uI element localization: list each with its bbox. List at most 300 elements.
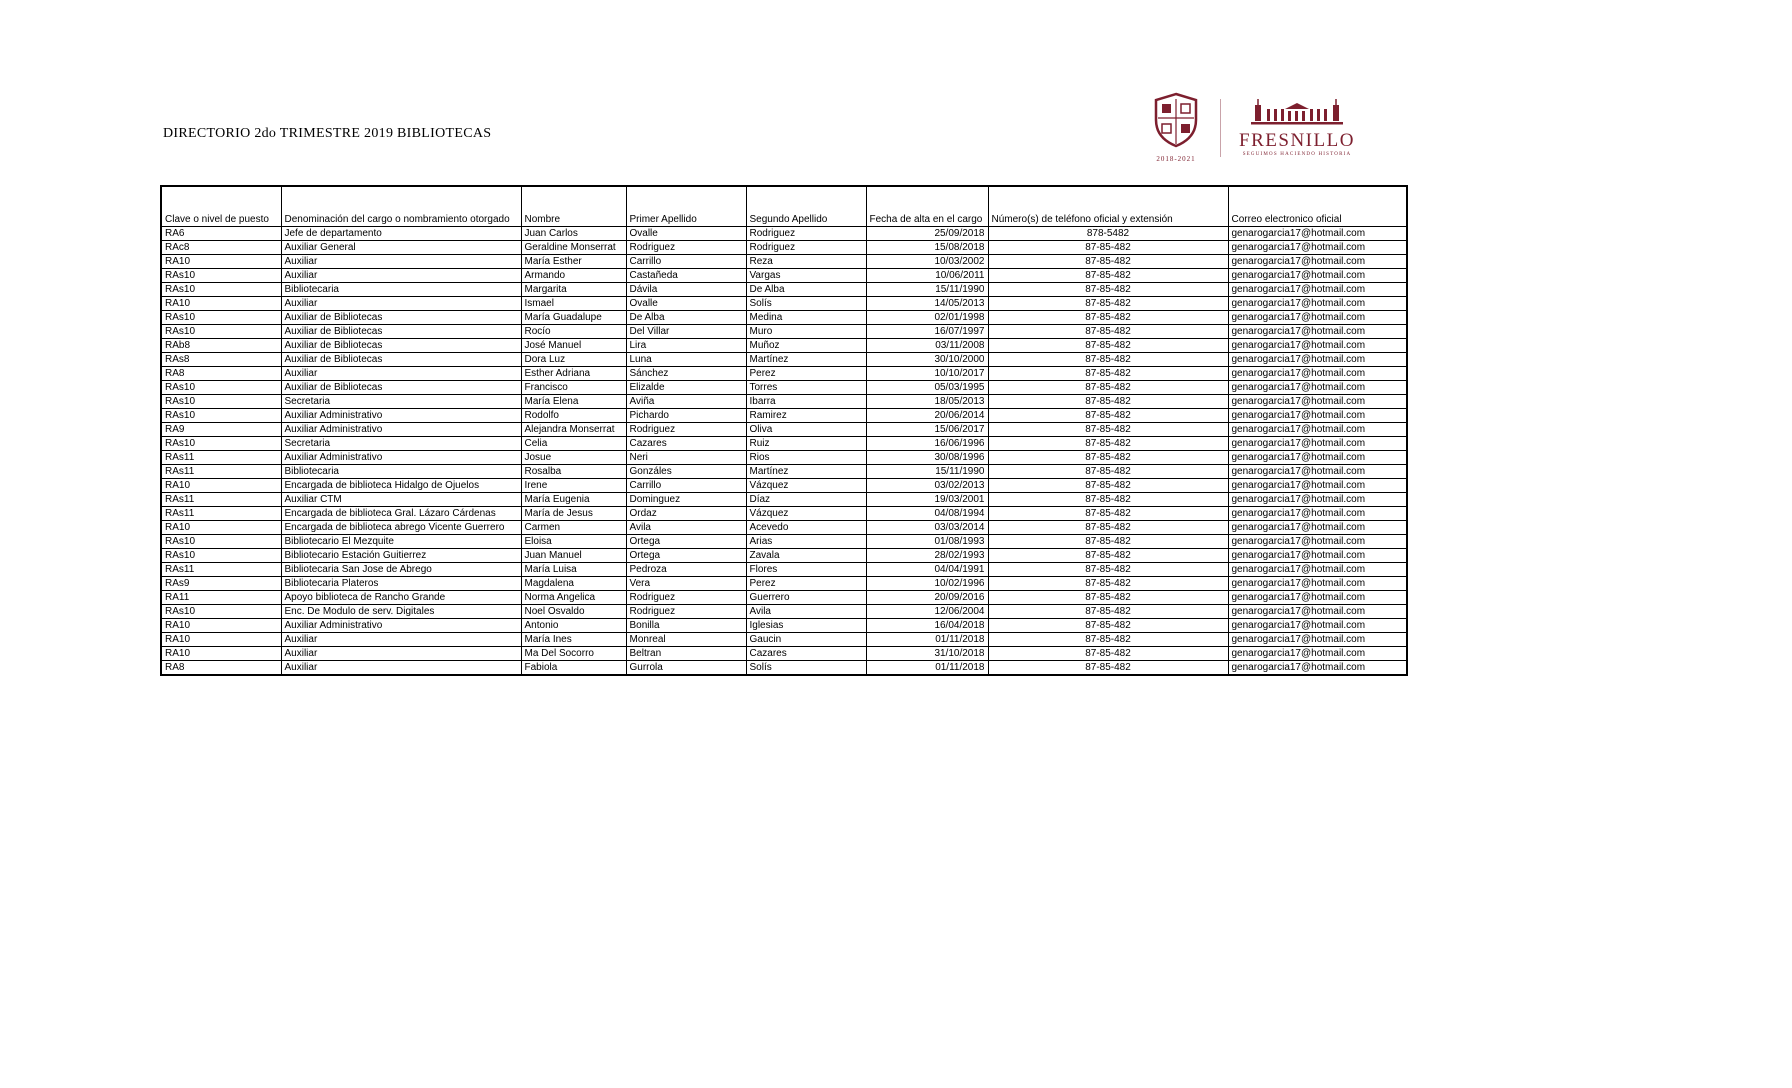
cell-fecha_alta: 03/02/2013: [866, 478, 988, 492]
cell-telefono: 87-85-482: [988, 534, 1228, 548]
header-primer-apellido: Primer Apellido: [626, 186, 746, 226]
cell-clave: RAs10: [161, 534, 281, 548]
cell-correo: genarogarcia17@hotmail.com: [1228, 240, 1407, 254]
cell-clave: RA9: [161, 422, 281, 436]
cell-segundo_apellido: Ruiz: [746, 436, 866, 450]
cell-correo: genarogarcia17@hotmail.com: [1228, 534, 1407, 548]
cell-fecha_alta: 14/05/2013: [866, 296, 988, 310]
cell-segundo_apellido: Gaucin: [746, 632, 866, 646]
cell-clave: RAb8: [161, 338, 281, 352]
cell-telefono: 87-85-482: [988, 296, 1228, 310]
cell-clave: RA11: [161, 590, 281, 604]
cell-fecha_alta: 19/03/2001: [866, 492, 988, 506]
cell-nombre: Dora Luz: [521, 352, 626, 366]
header-nombre: Nombre: [521, 186, 626, 226]
cell-correo: genarogarcia17@hotmail.com: [1228, 618, 1407, 632]
table-row: [161, 478, 1407, 492]
cell-primer_apellido: Pedroza: [626, 562, 746, 576]
table-row: [161, 296, 1407, 310]
header-segundo-apellido: Segundo Apellido: [746, 186, 866, 226]
header-clave: Clave o nivel de puesto: [161, 186, 281, 226]
cell-segundo_apellido: Medina: [746, 310, 866, 324]
brand-name: FRESNILLO: [1239, 129, 1355, 151]
cell-nombre: Geraldine Monserrat: [521, 240, 626, 254]
cell-fecha_alta: 12/06/2004: [866, 604, 988, 618]
cell-primer_apellido: Del Villar: [626, 324, 746, 338]
cell-telefono: 87-85-482: [988, 520, 1228, 534]
header-fecha-alta: Fecha de alta en el cargo: [866, 186, 988, 226]
cell-primer_apellido: Rodriguez: [626, 590, 746, 604]
table-row: [161, 380, 1407, 394]
cell-clave: RA10: [161, 618, 281, 632]
cell-segundo_apellido: Vargas: [746, 268, 866, 282]
cell-segundo_apellido: Cazares: [746, 646, 866, 660]
cell-fecha_alta: 16/07/1997: [866, 324, 988, 338]
cell-primer_apellido: Carrillo: [626, 254, 746, 268]
table-row: [161, 632, 1407, 646]
table-row: [161, 254, 1407, 268]
cell-clave: RAs11: [161, 562, 281, 576]
cell-telefono: 87-85-482: [988, 604, 1228, 618]
cell-correo: genarogarcia17@hotmail.com: [1228, 478, 1407, 492]
cell-correo: genarogarcia17@hotmail.com: [1228, 366, 1407, 380]
cell-telefono: 87-85-482: [988, 380, 1228, 394]
table-row: [161, 366, 1407, 380]
table-row: [161, 338, 1407, 352]
cell-telefono: 87-85-482: [988, 394, 1228, 408]
cell-fecha_alta: 25/09/2018: [866, 226, 988, 240]
table-row: [161, 422, 1407, 436]
directory-table-header: [161, 186, 1407, 226]
cell-correo: genarogarcia17@hotmail.com: [1228, 548, 1407, 562]
cell-fecha_alta: 15/08/2018: [866, 240, 988, 254]
cell-segundo_apellido: Vázquez: [746, 478, 866, 492]
cell-cargo: Auxiliar: [281, 366, 521, 380]
cell-cargo: Auxiliar de Bibliotecas: [281, 324, 521, 338]
cell-cargo: Bibliotecaria: [281, 282, 521, 296]
cell-segundo_apellido: Rodriguez: [746, 226, 866, 240]
cell-nombre: Alejandra Monserrat: [521, 422, 626, 436]
table-row: [161, 646, 1407, 660]
cell-cargo: Auxiliar CTM: [281, 492, 521, 506]
table-row: [161, 240, 1407, 254]
cell-segundo_apellido: Solís: [746, 296, 866, 310]
cell-correo: genarogarcia17@hotmail.com: [1228, 422, 1407, 436]
table-row: [161, 660, 1407, 675]
cell-cargo: Bibliotecario El Mezquite: [281, 534, 521, 548]
cell-clave: RA10: [161, 254, 281, 268]
cell-correo: genarogarcia17@hotmail.com: [1228, 506, 1407, 520]
cell-clave: RAs10: [161, 604, 281, 618]
table-row: [161, 464, 1407, 478]
cell-primer_apellido: Gurrola: [626, 660, 746, 675]
cell-clave: RAs9: [161, 576, 281, 590]
cell-fecha_alta: 16/06/1996: [866, 436, 988, 450]
cell-segundo_apellido: Díaz: [746, 492, 866, 506]
cell-fecha_alta: 15/11/1990: [866, 282, 988, 296]
cell-clave: RA8: [161, 660, 281, 675]
cell-primer_apellido: Rodriguez: [626, 422, 746, 436]
cell-telefono: 87-85-482: [988, 240, 1228, 254]
cell-cargo: Auxiliar de Bibliotecas: [281, 352, 521, 366]
cell-cargo: Enc. De Modulo de serv. Digitales: [281, 604, 521, 618]
cell-telefono: 87-85-482: [988, 660, 1228, 675]
cell-nombre: Ismael: [521, 296, 626, 310]
cell-nombre: Eloisa: [521, 534, 626, 548]
cell-correo: genarogarcia17@hotmail.com: [1228, 380, 1407, 394]
cell-telefono: 87-85-482: [988, 338, 1228, 352]
cell-telefono: 87-85-482: [988, 618, 1228, 632]
cell-segundo_apellido: Guerrero: [746, 590, 866, 604]
cell-nombre: Esther Adriana: [521, 366, 626, 380]
cell-nombre: Ma Del Socorro: [521, 646, 626, 660]
cell-primer_apellido: Aviña: [626, 394, 746, 408]
cell-primer_apellido: Monreal: [626, 632, 746, 646]
cell-fecha_alta: 20/09/2016: [866, 590, 988, 604]
cell-primer_apellido: Rodriguez: [626, 604, 746, 618]
cell-cargo: Apoyo biblioteca de Rancho Grande: [281, 590, 521, 604]
cell-telefono: 87-85-482: [988, 478, 1228, 492]
cell-segundo_apellido: Solís: [746, 660, 866, 675]
cell-telefono: 87-85-482: [988, 436, 1228, 450]
cell-clave: RAs10: [161, 380, 281, 394]
cell-clave: RAs11: [161, 492, 281, 506]
cell-nombre: José Manuel: [521, 338, 626, 352]
cell-correo: genarogarcia17@hotmail.com: [1228, 310, 1407, 324]
cell-clave: RA10: [161, 478, 281, 492]
cell-segundo_apellido: Ibarra: [746, 394, 866, 408]
cell-fecha_alta: 10/10/2017: [866, 366, 988, 380]
cell-nombre: Irene: [521, 478, 626, 492]
table-row: [161, 492, 1407, 506]
cell-telefono: 87-85-482: [988, 562, 1228, 576]
cell-cargo: Auxiliar: [281, 632, 521, 646]
cell-cargo: Encargada de biblioteca abrego Vicente Guerrero: [281, 520, 521, 534]
cell-clave: RA10: [161, 632, 281, 646]
table-row: [161, 562, 1407, 576]
cell-fecha_alta: 28/02/1993: [866, 548, 988, 562]
cell-telefono: 87-85-482: [988, 464, 1228, 478]
cell-cargo: Auxiliar Administrativo: [281, 422, 521, 436]
cell-primer_apellido: Rodriguez: [626, 240, 746, 254]
cell-nombre: Margarita: [521, 282, 626, 296]
cell-clave: RAs10: [161, 282, 281, 296]
cell-segundo_apellido: Flores: [746, 562, 866, 576]
cell-nombre: Noel Osvaldo: [521, 604, 626, 618]
cell-primer_apellido: Sánchez: [626, 366, 746, 380]
table-row: [161, 408, 1407, 422]
cell-correo: genarogarcia17@hotmail.com: [1228, 450, 1407, 464]
cell-fecha_alta: 18/05/2013: [866, 394, 988, 408]
table-row: [161, 436, 1407, 450]
cell-telefono: 87-85-482: [988, 282, 1228, 296]
cell-correo: genarogarcia17@hotmail.com: [1228, 282, 1407, 296]
cell-clave: RA10: [161, 520, 281, 534]
cell-correo: genarogarcia17@hotmail.com: [1228, 338, 1407, 352]
cell-segundo_apellido: Avila: [746, 604, 866, 618]
cell-nombre: Armando: [521, 268, 626, 282]
cell-segundo_apellido: Iglesias: [746, 618, 866, 632]
cell-fecha_alta: 04/08/1994: [866, 506, 988, 520]
cell-primer_apellido: Gonzáles: [626, 464, 746, 478]
cell-clave: RAs11: [161, 464, 281, 478]
cell-cargo: Auxiliar: [281, 646, 521, 660]
table-row: [161, 226, 1407, 240]
cell-telefono: 87-85-482: [988, 492, 1228, 506]
header-telefono: Número(s) de teléfono oficial y extensión: [988, 186, 1228, 226]
cell-primer_apellido: Castañeda: [626, 268, 746, 282]
cell-primer_apellido: Carrillo: [626, 478, 746, 492]
cell-telefono: 87-85-482: [988, 506, 1228, 520]
crest-caption: 2018-2021: [1156, 155, 1196, 163]
cell-correo: genarogarcia17@hotmail.com: [1228, 492, 1407, 506]
table-row: [161, 576, 1407, 590]
cell-nombre: Antonio: [521, 618, 626, 632]
cell-correo: genarogarcia17@hotmail.com: [1228, 632, 1407, 646]
header-correo: Correo electronico oficial: [1228, 186, 1407, 226]
table-row: [161, 310, 1407, 324]
cell-clave: RAs11: [161, 506, 281, 520]
cell-segundo_apellido: Torres: [746, 380, 866, 394]
cell-nombre: Magdalena: [521, 576, 626, 590]
cell-nombre: María Esther: [521, 254, 626, 268]
cell-correo: genarogarcia17@hotmail.com: [1228, 576, 1407, 590]
page-title: DIRECTORIO 2do TRIMESTRE 2019 BIBLIOTECAS: [163, 126, 492, 141]
cell-nombre: Carmen: [521, 520, 626, 534]
cell-primer_apellido: Ortega: [626, 534, 746, 548]
cell-telefono: 87-85-482: [988, 268, 1228, 282]
cell-clave: RAs10: [161, 408, 281, 422]
table-row: [161, 534, 1407, 548]
cell-segundo_apellido: Reza: [746, 254, 866, 268]
cell-primer_apellido: De Alba: [626, 310, 746, 324]
building-icon: [1247, 99, 1347, 130]
cell-fecha_alta: 15/11/1990: [866, 464, 988, 478]
cell-nombre: Rodolfo: [521, 408, 626, 422]
municipal-crest-icon: [1152, 92, 1200, 153]
cell-telefono: 87-85-482: [988, 254, 1228, 268]
cell-telefono: 87-85-482: [988, 450, 1228, 464]
cell-correo: genarogarcia17@hotmail.com: [1228, 324, 1407, 338]
cell-fecha_alta: 03/11/2008: [866, 338, 988, 352]
cell-segundo_apellido: Perez: [746, 576, 866, 590]
cell-fecha_alta: 10/02/1996: [866, 576, 988, 590]
cell-primer_apellido: Cazares: [626, 436, 746, 450]
cell-primer_apellido: Avila: [626, 520, 746, 534]
cell-nombre: Josue: [521, 450, 626, 464]
cell-correo: genarogarcia17@hotmail.com: [1228, 604, 1407, 618]
cell-clave: RAs10: [161, 310, 281, 324]
header-row: [161, 186, 1407, 226]
directory-table: [160, 185, 1408, 676]
cell-cargo: Auxiliar Administrativo: [281, 408, 521, 422]
cell-cargo: Bibliotecaria San Jose de Abrego: [281, 562, 521, 576]
cell-primer_apellido: Ovalle: [626, 226, 746, 240]
cell-nombre: Norma Angelica: [521, 590, 626, 604]
cell-primer_apellido: Neri: [626, 450, 746, 464]
cell-correo: genarogarcia17@hotmail.com: [1228, 436, 1407, 450]
table-row: [161, 324, 1407, 338]
cell-fecha_alta: 05/03/1995: [866, 380, 988, 394]
cell-fecha_alta: 30/10/2000: [866, 352, 988, 366]
cell-correo: genarogarcia17@hotmail.com: [1228, 562, 1407, 576]
table-row: [161, 604, 1407, 618]
cell-cargo: Auxiliar de Bibliotecas: [281, 380, 521, 394]
cell-fecha_alta: 10/06/2011: [866, 268, 988, 282]
cell-fecha_alta: 20/06/2014: [866, 408, 988, 422]
cell-nombre: Celia: [521, 436, 626, 450]
cell-fecha_alta: 04/04/1991: [866, 562, 988, 576]
cell-segundo_apellido: Zavala: [746, 548, 866, 562]
table-row: [161, 520, 1407, 534]
cell-segundo_apellido: Muñoz: [746, 338, 866, 352]
cell-segundo_apellido: Perez: [746, 366, 866, 380]
cell-cargo: Auxiliar Administrativo: [281, 618, 521, 632]
cell-clave: RA6: [161, 226, 281, 240]
cell-segundo_apellido: Muro: [746, 324, 866, 338]
cell-cargo: Auxiliar: [281, 254, 521, 268]
cell-cargo: Auxiliar General: [281, 240, 521, 254]
cell-nombre: María Elena: [521, 394, 626, 408]
table-row: [161, 268, 1407, 282]
cell-cargo: Bibliotecario Estación Guitierrez: [281, 548, 521, 562]
cell-telefono: 87-85-482: [988, 590, 1228, 604]
table-row: [161, 506, 1407, 520]
cell-segundo_apellido: Acevedo: [746, 520, 866, 534]
municipal-crest: [1148, 92, 1204, 163]
cell-cargo: Auxiliar de Bibliotecas: [281, 338, 521, 352]
cell-telefono: 87-85-482: [988, 408, 1228, 422]
cell-telefono: 878-5482: [988, 226, 1228, 240]
cell-primer_apellido: Beltran: [626, 646, 746, 660]
cell-fecha_alta: 02/01/1998: [866, 310, 988, 324]
cell-segundo_apellido: De Alba: [746, 282, 866, 296]
cell-correo: genarogarcia17@hotmail.com: [1228, 590, 1407, 604]
cell-fecha_alta: 31/10/2018: [866, 646, 988, 660]
cell-clave: RAs10: [161, 548, 281, 562]
cell-segundo_apellido: Martínez: [746, 464, 866, 478]
cell-fecha_alta: 15/06/2017: [866, 422, 988, 436]
cell-telefono: 87-85-482: [988, 422, 1228, 436]
cell-fecha_alta: 01/08/1993: [866, 534, 988, 548]
cell-fecha_alta: 10/03/2002: [866, 254, 988, 268]
cell-clave: RAs10: [161, 394, 281, 408]
cell-primer_apellido: Lira: [626, 338, 746, 352]
table-row: [161, 450, 1407, 464]
cell-cargo: Bibliotecaria Plateros: [281, 576, 521, 590]
table-row: [161, 394, 1407, 408]
cell-telefono: 87-85-482: [988, 632, 1228, 646]
table-row: [161, 548, 1407, 562]
cell-primer_apellido: Dominguez: [626, 492, 746, 506]
cell-correo: genarogarcia17@hotmail.com: [1228, 520, 1407, 534]
cell-primer_apellido: Ortega: [626, 548, 746, 562]
table-row: [161, 282, 1407, 296]
cell-nombre: Rocío: [521, 324, 626, 338]
cell-nombre: Francisco: [521, 380, 626, 394]
cell-cargo: Auxiliar: [281, 296, 521, 310]
cell-telefono: 87-85-482: [988, 310, 1228, 324]
cell-nombre: Juan Carlos: [521, 226, 626, 240]
table-row: [161, 590, 1407, 604]
cell-segundo_apellido: Rodriguez: [746, 240, 866, 254]
cell-clave: RAs10: [161, 268, 281, 282]
cell-correo: genarogarcia17@hotmail.com: [1228, 296, 1407, 310]
cell-nombre: María Luisa: [521, 562, 626, 576]
cell-correo: genarogarcia17@hotmail.com: [1228, 268, 1407, 282]
cell-correo: genarogarcia17@hotmail.com: [1228, 394, 1407, 408]
cell-nombre: Juan Manuel: [521, 548, 626, 562]
cell-nombre: María Ines: [521, 632, 626, 646]
cell-fecha_alta: 30/08/1996: [866, 450, 988, 464]
cell-cargo: Auxiliar: [281, 660, 521, 675]
cell-fecha_alta: 01/11/2018: [866, 632, 988, 646]
cell-clave: RA10: [161, 296, 281, 310]
cell-clave: RAs8: [161, 352, 281, 366]
fresnillo-logo: [1237, 99, 1357, 157]
cell-clave: RAs10: [161, 324, 281, 338]
cell-correo: genarogarcia17@hotmail.com: [1228, 352, 1407, 366]
cell-clave: RA10: [161, 646, 281, 660]
cell-cargo: Secretaria: [281, 436, 521, 450]
cell-primer_apellido: Ordaz: [626, 506, 746, 520]
cell-segundo_apellido: Martínez: [746, 352, 866, 366]
cell-cargo: Auxiliar de Bibliotecas: [281, 310, 521, 324]
directory-table-body: [161, 226, 1407, 675]
cell-segundo_apellido: Vázquez: [746, 506, 866, 520]
table-row: [161, 352, 1407, 366]
cell-correo: genarogarcia17@hotmail.com: [1228, 408, 1407, 422]
cell-telefono: 87-85-482: [988, 352, 1228, 366]
cell-correo: genarogarcia17@hotmail.com: [1228, 660, 1407, 675]
cell-primer_apellido: Luna: [626, 352, 746, 366]
cell-clave: RA8: [161, 366, 281, 380]
cell-telefono: 87-85-482: [988, 324, 1228, 338]
cell-fecha_alta: 16/04/2018: [866, 618, 988, 632]
cell-cargo: Auxiliar Administrativo: [281, 450, 521, 464]
cell-primer_apellido: Bonilla: [626, 618, 746, 632]
cell-nombre: Fabiola: [521, 660, 626, 675]
cell-correo: genarogarcia17@hotmail.com: [1228, 226, 1407, 240]
cell-nombre: María de Jesus: [521, 506, 626, 520]
cell-primer_apellido: Dávila: [626, 282, 746, 296]
cell-telefono: 87-85-482: [988, 366, 1228, 380]
cell-cargo: Secretaria: [281, 394, 521, 408]
brand-tagline: SEGUIMOS HACIENDO HISTORIA: [1242, 151, 1352, 157]
cell-cargo: Encargada de biblioteca Gral. Lázaro Cárdenas: [281, 506, 521, 520]
cell-primer_apellido: Ovalle: [626, 296, 746, 310]
cell-nombre: Rosalba: [521, 464, 626, 478]
cell-clave: RAs10: [161, 436, 281, 450]
cell-cargo: Encargada de biblioteca Hidalgo de Ojuelos: [281, 478, 521, 492]
cell-segundo_apellido: Rios: [746, 450, 866, 464]
cell-primer_apellido: Vera: [626, 576, 746, 590]
cell-cargo: Bibliotecaria: [281, 464, 521, 478]
cell-nombre: María Eugenia: [521, 492, 626, 506]
cell-correo: genarogarcia17@hotmail.com: [1228, 646, 1407, 660]
cell-clave: RAc8: [161, 240, 281, 254]
cell-clave: RAs11: [161, 450, 281, 464]
cell-segundo_apellido: Oliva: [746, 422, 866, 436]
cell-correo: genarogarcia17@hotmail.com: [1228, 254, 1407, 268]
cell-segundo_apellido: Ramirez: [746, 408, 866, 422]
cell-telefono: 87-85-482: [988, 576, 1228, 590]
header-logos: [1148, 92, 1357, 163]
cell-telefono: 87-85-482: [988, 548, 1228, 562]
cell-cargo: Jefe de departamento: [281, 226, 521, 240]
cell-cargo: Auxiliar: [281, 268, 521, 282]
cell-correo: genarogarcia17@hotmail.com: [1228, 464, 1407, 478]
